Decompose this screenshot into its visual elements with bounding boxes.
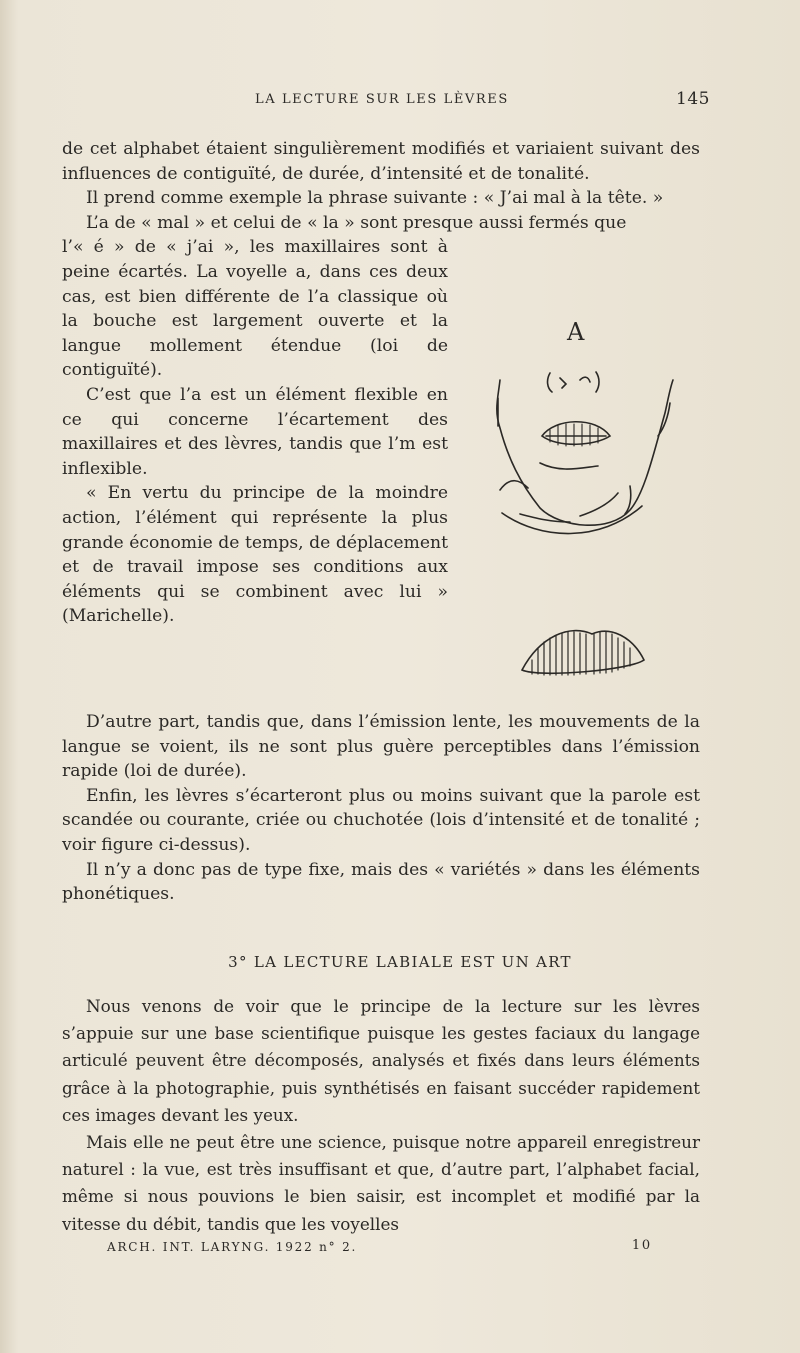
- paragraph: L’a de « mal » et celui de « la » sont presque aussi fermés que: [86, 212, 627, 233]
- paragraph: « En vertu du principe de la moindre action, l’élément qui représente la plus grande économie de temps, de déplacement et de travail impose ses conditions aux éléments qui se combinent avec lui » (Marichelle).: [62, 483, 448, 627]
- paragraph: Il prend comme exemple la phrase suivante : « J’ai mal à la tête. »: [86, 188, 664, 209]
- mouth-and-jaw-drawing-icon: [480, 318, 690, 698]
- paragraph: l’« é » de « j’ai », les maxillaires sont à peine écartés. La voyelle a, dans ces deux cas, est bien différente de l’a classique où la bouche est largement ouverte et la langue mollement étendue (loi de contiguïté).: [62, 237, 448, 381]
- paragraph: Nous venons de voir que le principe de la lecture sur les lèvres s’appuie sur une base scientifique puisque les gestes faciaux du langage articulé peuvent être décomposés, analysés et fixés dans leurs éléments grâce à la photographie, puis synthétisés en faisant succéder rapidement ces images devant les yeux.: [62, 996, 700, 1125]
- paragraph: Il n’y a donc pas de type fixe, mais des « variétés » dans les éléments phonétiques.: [62, 859, 700, 905]
- figure: [480, 318, 690, 698]
- page-number: 145: [676, 89, 710, 109]
- paragraph: Mais elle ne peut être une science, puisque notre appareil enregistreur naturel : la vue, est très insuffisant et que, d’autre part, l’alphabet facial, même si nous pouvions le bien saisir, est incomplet et modifié par la vitesse du débit, tandis que les voyelles: [62, 1132, 700, 1234]
- paragraph: C’est que l’a est un élément flexible en ce qui concerne l’écartement des maxillaires et des lèvres, tandis que l’m est inflexible.: [62, 384, 448, 479]
- body-text-middle: [62, 710, 700, 907]
- section-heading: 3° LA LECTURE LABIALE EST UN ART: [228, 953, 572, 971]
- running-title: LA LECTURE SUR LES LÈVRES: [255, 92, 509, 107]
- signature-mark: 10: [631, 1238, 652, 1253]
- body-text-section: [62, 993, 700, 1238]
- figure-label: A: [567, 318, 585, 346]
- text-beside-figure: [62, 235, 448, 629]
- paragraph: D’autre part, tandis que, dans l’émission lente, les mouvements de la langue se voient, ils ne sont plus guère perceptibles dans l’émission rapide (loi de durée).: [62, 712, 700, 782]
- paragraph: Enfin, les lèvres s’écarteront plus ou moins suivant que la parole est scandée ou courante, criée ou chuchotée (lois d’intensité et de tonalité ; voir figure ci-dessus).: [62, 785, 700, 855]
- journal-citation: ARCH. INT. LARYNG. 1922 n° 2.: [107, 1240, 358, 1254]
- paragraph: de cet alphabet étaient singulièrement modifiés et variaient suivant des influences de contiguïté, de durée, d’intensité et de tonalité.: [62, 139, 700, 184]
